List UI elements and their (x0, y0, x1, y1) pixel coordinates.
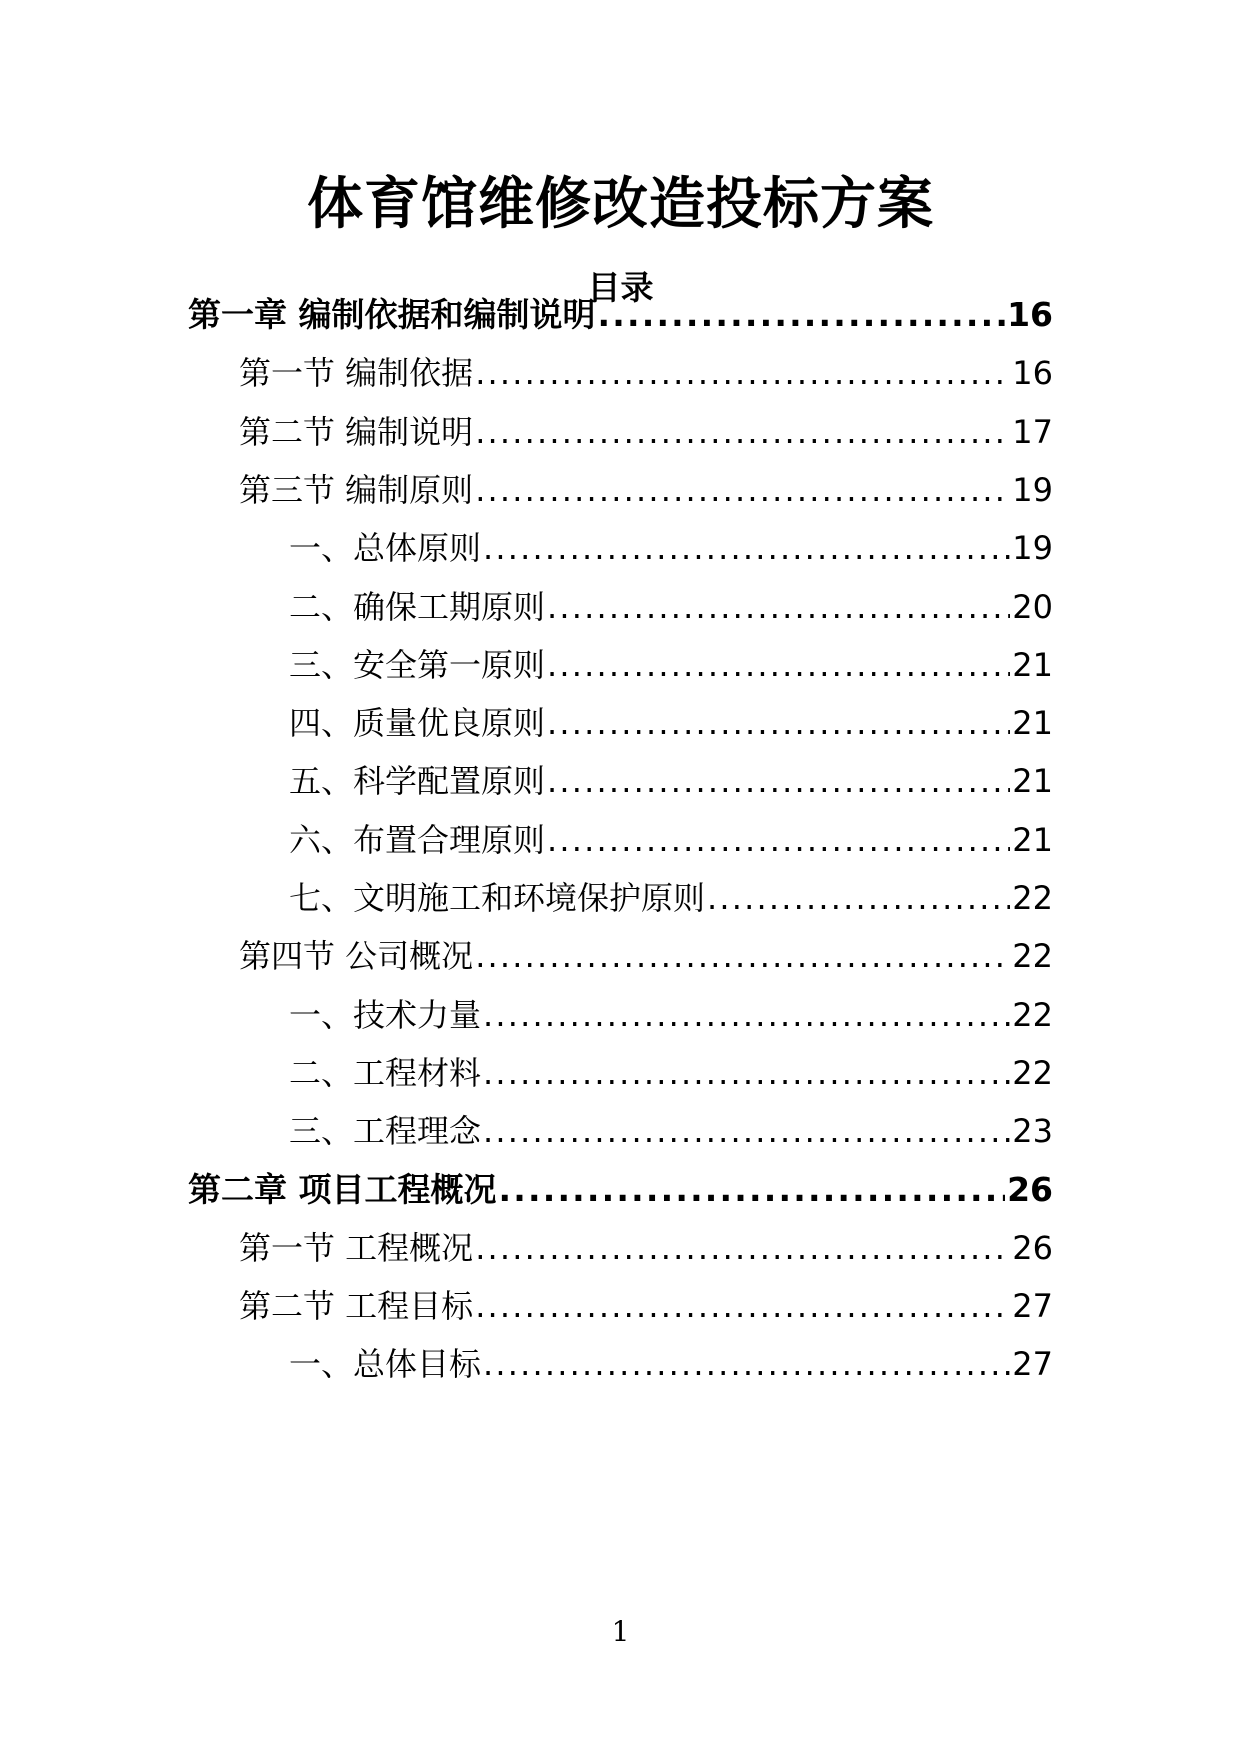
toc-entry[interactable] (289, 756, 1053, 806)
toc-entry-page: 21 (1012, 646, 1053, 684)
page-number: 1 (611, 1615, 630, 1648)
toc-entry[interactable] (239, 1223, 1053, 1273)
toc-entry-page: 16 (1012, 354, 1053, 392)
toc-dot-leader (475, 407, 1010, 457)
toc-entry-page: 22 (1012, 879, 1053, 917)
toc-entry-page: 21 (1012, 704, 1053, 742)
toc-entry-title: 二、工程材料 (289, 1054, 482, 1092)
toc-entry-page: 27 (1012, 1287, 1053, 1325)
toc-entry-page: 27 (1012, 1345, 1053, 1383)
toc-dot-leader (547, 815, 1010, 865)
toc-entry[interactable] (289, 523, 1053, 573)
toc-entry-title: 七、文明施工和环境保护原则 (289, 879, 706, 917)
toc-dot-leader (598, 290, 1006, 340)
toc-dot-leader (483, 1339, 1010, 1389)
toc-entry-title: 二、确保工期原则 (289, 588, 546, 626)
toc-entry-title: 第一章 编制依据和编制说明 (188, 295, 596, 334)
toc-entry[interactable] (188, 1165, 1053, 1215)
toc-entry[interactable] (239, 465, 1053, 515)
toc-entry[interactable] (289, 1339, 1053, 1389)
toc-dot-leader (483, 1048, 1010, 1098)
toc-dot-leader (475, 465, 1010, 515)
toc-entry[interactable] (289, 1048, 1053, 1098)
toc-entry-title: 第二章 项目工程概况 (188, 1170, 497, 1209)
toc-dot-leader (483, 1106, 1010, 1156)
toc-entry[interactable] (289, 698, 1053, 748)
toc-entry-title: 第一节 编制依据 (239, 354, 474, 392)
toc-entry[interactable] (289, 582, 1053, 632)
toc-entry[interactable] (239, 407, 1053, 457)
toc-entry-title: 第一节 工程概况 (239, 1229, 474, 1267)
toc-entry-title: 六、布置合理原则 (289, 821, 546, 859)
toc-entry-page: 22 (1012, 1054, 1053, 1092)
toc-dot-leader (547, 756, 1010, 806)
toc-dot-leader (475, 1281, 1010, 1331)
toc-entry[interactable] (289, 815, 1053, 865)
toc-entry-title: 第四节 公司概况 (239, 937, 474, 975)
toc-entry-page: 20 (1012, 588, 1053, 626)
toc-entry[interactable] (239, 931, 1053, 981)
toc-entry-page: 23 (1012, 1112, 1053, 1150)
toc-entry-title: 一、总体目标 (289, 1345, 482, 1383)
document-title: 体育馆维修改造投标方案 (307, 172, 934, 237)
toc-entry-title: 三、安全第一原则 (289, 646, 546, 684)
toc-entry-page: 26 (1012, 1229, 1053, 1267)
toc-entry-page: 16 (1007, 295, 1053, 334)
toc-dot-leader (475, 931, 1010, 981)
toc-dot-leader (707, 873, 1010, 923)
toc-entry[interactable] (289, 990, 1053, 1040)
toc-dot-leader (547, 640, 1010, 690)
toc-entry-page: 22 (1012, 937, 1053, 975)
toc-dot-leader (499, 1165, 1006, 1215)
toc-entry[interactable] (188, 290, 1053, 340)
toc-entry[interactable] (289, 873, 1053, 923)
toc-dot-leader (483, 523, 1010, 573)
toc-entry-page: 19 (1012, 529, 1053, 567)
toc-heading: 目录 (587, 268, 654, 307)
toc-dot-leader (475, 1223, 1010, 1273)
toc-entry-title: 一、技术力量 (289, 996, 482, 1034)
toc-dot-leader (483, 990, 1010, 1040)
toc-entry-page: 26 (1007, 1170, 1053, 1209)
toc-entry-title: 第三节 编制原则 (239, 471, 474, 509)
toc-entry-page: 22 (1012, 996, 1053, 1034)
toc-dot-leader (547, 698, 1010, 748)
toc-entry[interactable] (289, 640, 1053, 690)
toc-entry-page: 21 (1012, 762, 1053, 800)
toc-entry[interactable] (289, 1106, 1053, 1156)
toc-entry-title: 第二节 工程目标 (239, 1287, 474, 1325)
toc-entry-title: 一、总体原则 (289, 529, 482, 567)
toc-entry-title: 五、科学配置原则 (289, 762, 546, 800)
toc-entry[interactable] (239, 1281, 1053, 1331)
toc-entry-page: 17 (1012, 413, 1053, 451)
toc-entry-title: 四、质量优良原则 (289, 704, 546, 742)
toc-dot-leader (475, 348, 1010, 398)
toc-entry[interactable] (239, 348, 1053, 398)
toc-entry-page: 19 (1012, 471, 1053, 509)
toc-entry-page: 21 (1012, 821, 1053, 859)
toc-entry-title: 第二节 编制说明 (239, 413, 474, 451)
toc-dot-leader (547, 582, 1010, 632)
toc-entry-title: 三、工程理念 (289, 1112, 482, 1150)
